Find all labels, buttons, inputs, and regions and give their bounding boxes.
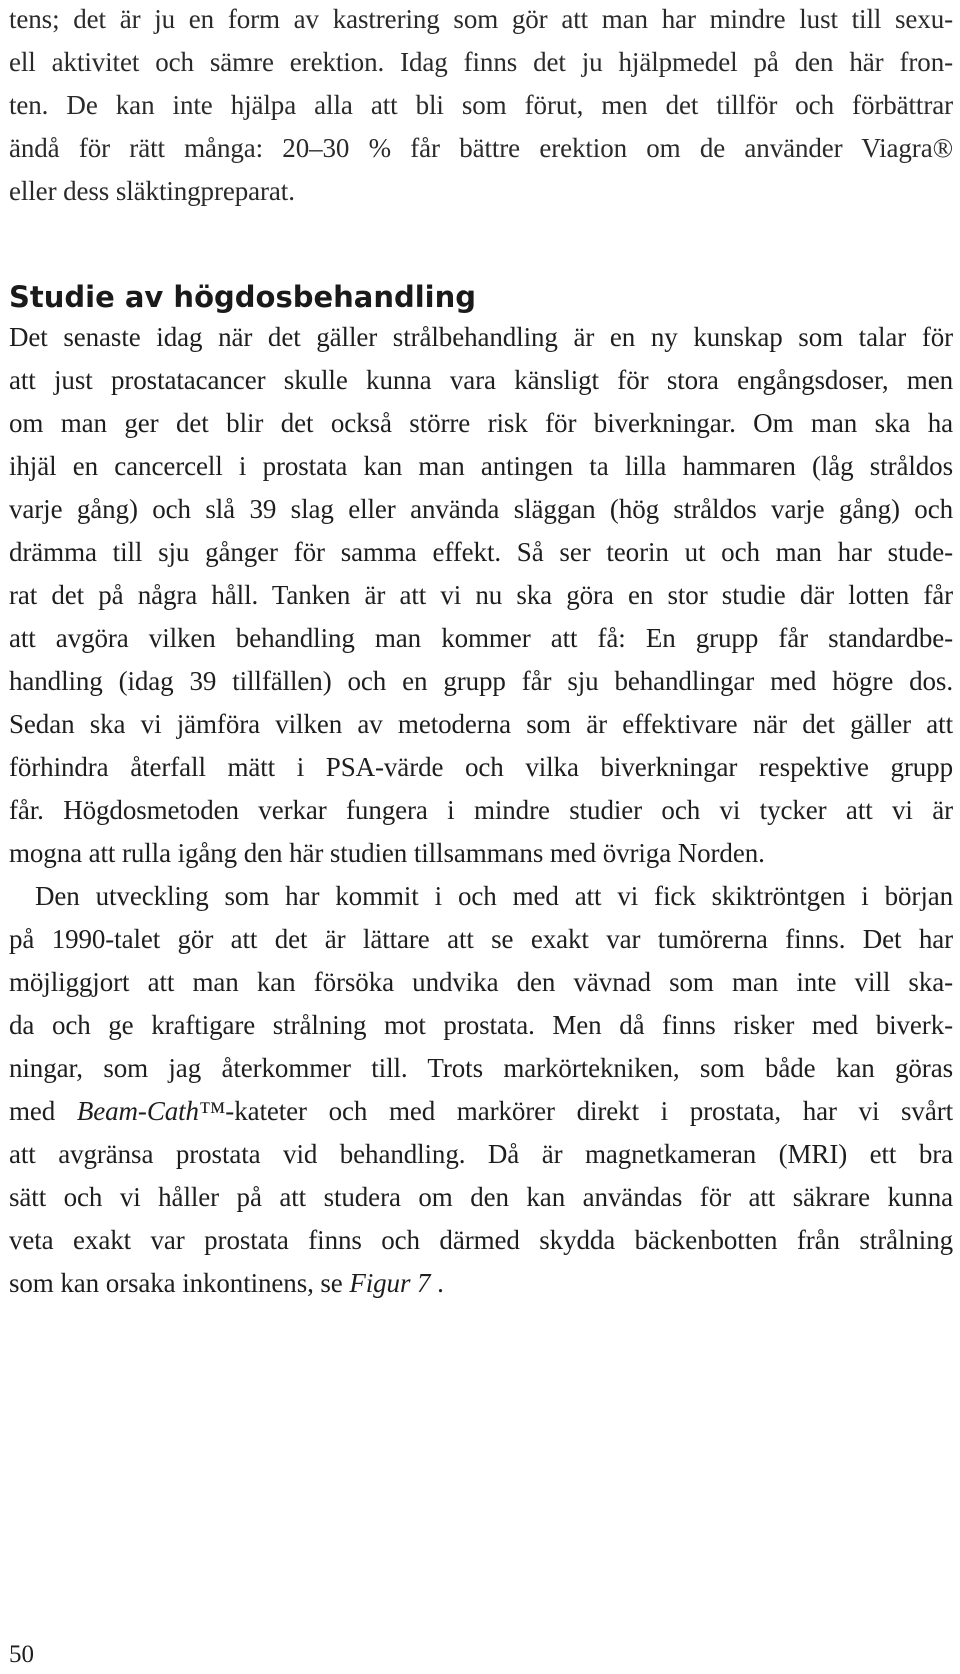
paragraph-line: Den utveckling som har kommit i och med att vi fick skiktröntgen i början: [35, 881, 953, 911]
intro-line: ten. De kan inte hjälpa alla att bli som förut, men det tillför och förbättrar: [9, 90, 953, 120]
line-text: ™-kateter och med markörer direkt i prostata, har vi svårt: [198, 1096, 953, 1126]
paragraph-line: varje gång) och slå 39 slag eller använda släggan (hög stråldos varje gång) och: [9, 494, 953, 524]
line-text: .: [430, 1268, 444, 1298]
paragraph-line: rat det på några håll. Tanken är att vi nu ska göra en stor studie där lotten får: [9, 580, 953, 610]
paragraph-line-with-italic: [9, 1268, 444, 1298]
line-text: med: [9, 1096, 77, 1126]
paragraph-line: da och ge kraftigare strålning mot prostata. Men då finns risker med biverk-: [9, 1010, 953, 1040]
paragraph-line: får. Högdosmetoden verkar fungera i mindre studier och vi tycker att vi är: [9, 795, 953, 825]
product-name-italic: Beam-Cath: [76, 1096, 199, 1126]
paragraph-line-with-italic: [9, 1096, 953, 1126]
paragraph-line: om man ger det blir det också större risk för biverkningar. Om man ska ha: [9, 408, 953, 438]
intro-line: eller dess släktingpreparat.: [9, 176, 295, 206]
paragraph-line: Det senaste idag när det gäller strålbehandling är en ny kunskap som talar för: [9, 322, 953, 352]
paragraph-line: på 1990-talet gör att det är lättare att se exakt var tumörerna finns. Det har: [9, 924, 953, 954]
paragraph-line: ningar, som jag återkommer till. Trots markörtekniken, som både kan göras: [9, 1053, 953, 1083]
paragraph-line: förhindra återfall mätt i PSA-värde och vilka biverkningar respektive grupp: [9, 752, 953, 782]
paragraph-line: veta exakt var prostata finns och därmed skydda bäckenbotten från strålning: [9, 1225, 953, 1255]
paragraph-line: drämma till sju gånger för samma effekt. Så ser teorin ut och man har stude-: [9, 537, 953, 567]
intro-line: tens; det är ju en form av kastrering som gör att man har mindre lust till sexu-: [9, 4, 953, 34]
paragraph-line: sätt och vi håller på att studera om den kan användas för att säkrare kunna: [9, 1182, 953, 1212]
figure-reference: Figur 7: [349, 1268, 431, 1298]
page-number: 50: [9, 1641, 34, 1668]
intro-line: ändå för rätt många: 20–30 % får bättre erektion om de använder Viagra®: [9, 133, 953, 163]
document-page: [9, 0, 959, 1674]
section-heading: Studie av högdosbehandling: [9, 280, 477, 314]
line-text: som kan orsaka inkontinens, se: [9, 1268, 350, 1298]
paragraph-line: att just prostatacancer skulle kunna vara känsligt för stora engångsdoser, men: [9, 365, 953, 395]
intro-line: ell aktivitet och sämre erektion. Idag finns det ju hjälpmedel på den här fron-: [9, 47, 953, 77]
paragraph-line: handling (idag 39 tillfällen) och en grupp får sju behandlingar med högre dos.: [9, 666, 953, 696]
paragraph-line: möjliggjort att man kan försöka undvika den vävnad som man inte vill ska-: [9, 967, 953, 997]
paragraph-line: Sedan ska vi jämföra vilken av metoderna som är effektivare när det gäller att: [9, 709, 953, 739]
paragraph-line: att avgöra vilken behandling man kommer att få: En grupp får standardbe-: [9, 623, 953, 653]
paragraph-line: ihjäl en cancercell i prostata kan man antingen ta lilla hammaren (låg stråldos: [9, 451, 953, 481]
paragraph-line: att avgränsa prostata vid behandling. Då är magnetkameran (MRI) ett bra: [9, 1139, 953, 1169]
paragraph-line: mogna att rulla igång den här studien tillsammans med övriga Norden.: [9, 838, 765, 868]
